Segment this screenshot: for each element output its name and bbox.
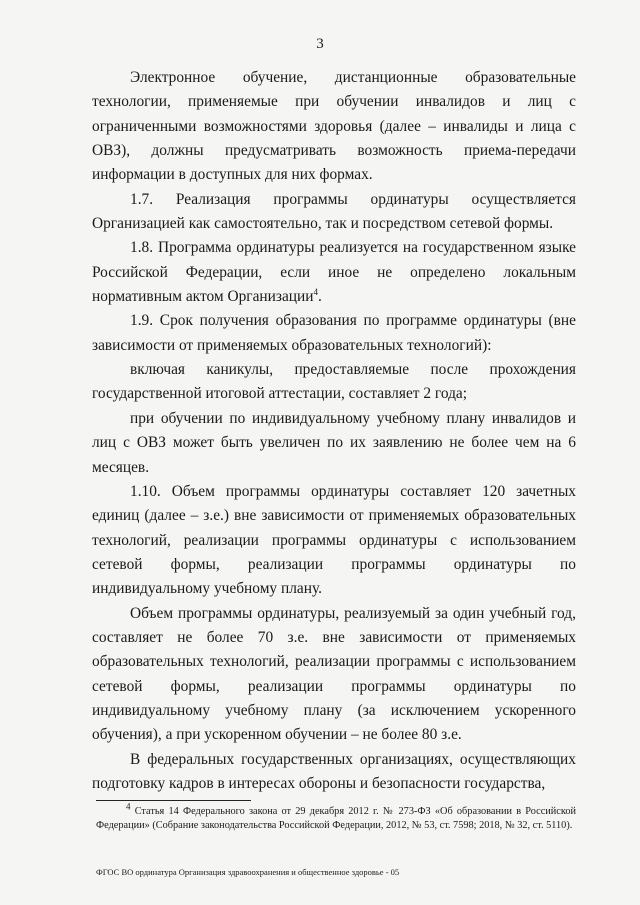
page-footer: ФГОС ВО ординатура Организация здравоохранения и общественное здоровье - 05 <box>96 867 400 877</box>
paragraph-1-8-text: 1.8. Программа ординатуры реализуется на государственном языке Российской Федерации, если иное не определено локальным нормативным актом Организации <box>92 239 576 306</box>
paragraph-distance-learning: Электронное обучение, дистанционные образовательные технологии, применяемые при обучении инвалидов и лиц с ограниченными возможностями здоровья (далее – инвалиды и лица с ОВЗ), должны предусматривать возможность приема-передачи информации в доступных для них формах. <box>92 69 576 184</box>
footnote <box>96 801 576 832</box>
document-body <box>92 66 576 796</box>
paragraph-federal-organizations: В федеральных государственных организациях, осуществляющих подготовку кадров в интересах обороны и безопасности государства, <box>92 750 576 792</box>
footnote-text: Статья 14 Федерального закона от 29 декабря 2012 г. № 273-ФЗ «Об образовании в Российской Федерации» (Собрание законодательства Российской Федерации, 2012, № 53, ст. 7598; 2018, № 32, ст. 5110). <box>96 806 576 831</box>
paragraph-1-7: 1.7. Реализация программы ординатуры осуществляется Организацией как самостоятельно, так и посредством сетевой формы. <box>92 190 576 233</box>
footnote-marker: 4 <box>126 801 131 812</box>
footnote-divider <box>96 800 251 801</box>
footnote-reference[interactable]: 4 <box>313 286 319 297</box>
paragraph-1-8-end: . <box>318 288 322 306</box>
paragraph-holidays: включая каникулы, предоставляемые после прохождения государственной итоговой аттестации, составляет 2 года; <box>92 361 576 403</box>
paragraph-annual-volume: Объем программы ординатуры, реализуемый за один учебный год, составляет не более 70 з.е. вне зависимости от применяемых образовательных технологий, реализации программы с использованием сетевой формы, реализации программы ординатуры по индивидуальному учебному плану (за исключением ускоренного обучения), а при ускоренном обучении – не более 80 з.е. <box>92 604 576 744</box>
paragraph-1-9: 1.9. Срок получения образования по программе ординатуры (вне зависимости от применяемых образовательных технологий): <box>92 312 576 354</box>
page-number: 3 <box>316 36 324 52</box>
paragraph-individual-plan: при обучении по индивидуальному учебному плану инвалидов и лиц с ОВЗ может быть увеличен по их заявлению не более чем на 6 месяцев. <box>92 409 576 476</box>
paragraph-1-10: 1.10. Объем программы ординатуры составляет 120 зачетных единиц (далее – з.е.) вне зависимости от применяемых образовательных технологий, реализации программы ординатуры с использованием сетевой формы, реализации программы ординатуры по индивидуальному учебному плану. <box>92 482 576 598</box>
paragraph-1-8 <box>92 236 576 309</box>
